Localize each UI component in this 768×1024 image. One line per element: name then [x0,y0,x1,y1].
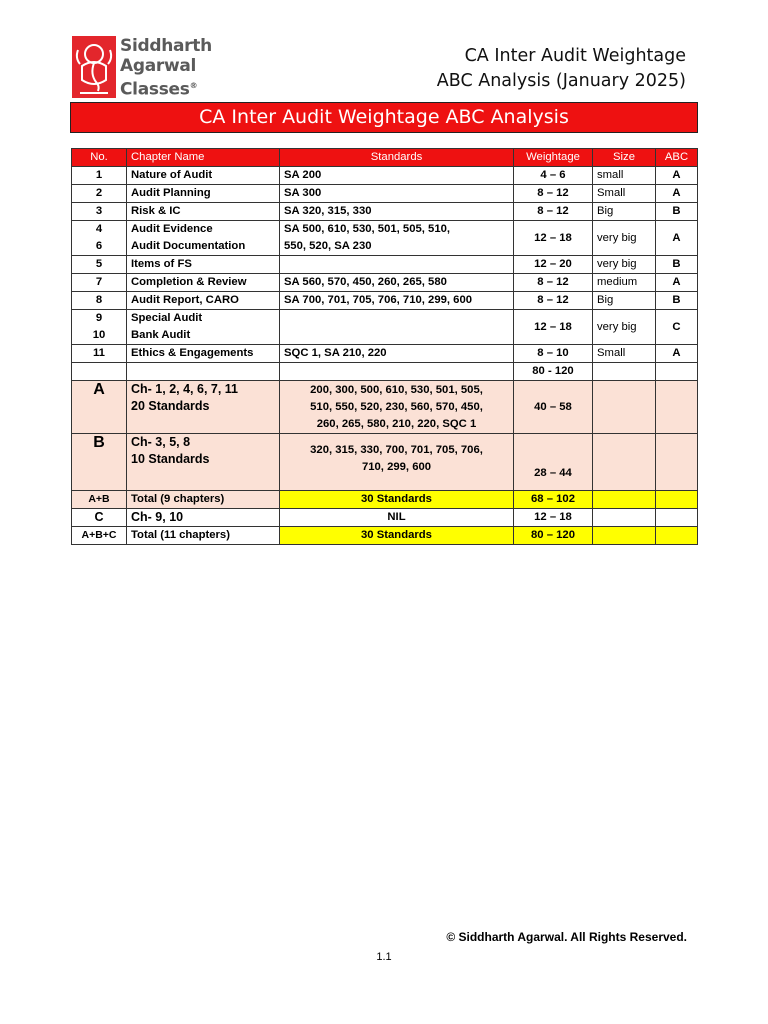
grade-b-standard-count: 10 Standards [131,452,210,466]
column-header-abc: ABC [656,149,698,167]
row-standards: SA 700, 701, 705, 706, 710, 299, 600 [280,292,514,310]
empty-cell [593,434,656,491]
table-row [72,292,698,310]
summary-row-ab [72,491,698,509]
grade-a-label: A [72,381,127,434]
row-no-b: 10 [92,329,106,341]
row-weightage: 12 – 20 [514,256,593,274]
row-standards: SA 320, 315, 330 [280,203,514,221]
row-standards-a: SA 500, 610, 530, 501, 505, 510, [284,223,451,235]
row-size: very big [593,221,656,256]
summary-label: A+B+C [72,527,127,545]
row-chapter: Nature of Audit [127,167,280,185]
grade-b-chapters [127,434,280,491]
row-size: small [593,167,656,185]
column-header-size: Size [593,149,656,167]
empty-cell [656,527,698,545]
row-chapter-a: Special Audit [131,312,203,324]
title-line-1: CA Inter Audit Weightage [464,46,686,66]
row-chapter: Items of FS [127,256,280,274]
summary-label: C [72,509,127,527]
total-weightage: 80 - 120 [514,363,593,381]
row-chapter [127,221,280,256]
row-chapter-b: Bank Audit [131,329,191,341]
row-abc: A [656,345,698,363]
grade-b-label: B [72,434,127,491]
table-row [72,167,698,185]
summary-standards: NIL [280,509,514,527]
row-size: medium [593,274,656,292]
row-abc: A [656,274,698,292]
row-weightage: 12 – 18 [514,310,593,345]
summary-weightage: 80 – 120 [514,527,593,545]
grade-a-standard-count: 20 Standards [131,399,210,413]
empty-cell [127,363,280,381]
row-chapter [127,310,280,345]
copyright-footer: © Siddharth Agarwal. All Rights Reserved. [446,930,687,944]
grade-b-weightage: 28 – 44 [514,434,593,491]
row-chapter: Audit Planning [127,185,280,203]
row-no-a: 9 [95,312,103,324]
empty-cell [656,509,698,527]
summary-standards: 30 Standards [280,491,514,509]
grade-a-row [72,381,698,434]
grade-b-chapter-list: Ch- 3, 5, 8 [131,435,191,449]
row-no-a: 4 [95,223,103,235]
table-row [72,310,698,345]
table-row [72,185,698,203]
row-abc: B [656,203,698,221]
summary-weightage: 68 – 102 [514,491,593,509]
grade-a-standards-line: 200, 300, 500, 610, 530, 501, 505, [310,383,483,396]
row-size: very big [593,256,656,274]
page-banner: CA Inter Audit Weightage ABC Analysis [70,102,698,133]
row-size: Small [593,185,656,203]
grade-a-standards-line: 260, 265, 580, 210, 220, SQC 1 [316,417,477,430]
brand-line-3: Classes® [120,79,198,100]
weightage-table [71,148,698,545]
grade-b-standards-line: 710, 299, 600 [361,461,432,473]
empty-cell [593,381,656,434]
brand-name [120,36,212,100]
table-header-row [72,149,698,167]
empty-cell [656,491,698,509]
table-row [72,256,698,274]
empty-cell [280,363,514,381]
total-weightage-row [72,363,698,381]
column-header-no: No. [72,149,127,167]
row-standards [280,310,514,345]
grade-b-standards-line: 320, 315, 330, 700, 701, 705, 706, [310,444,483,456]
row-no-b: 6 [95,240,103,252]
row-standards: SA 560, 570, 450, 260, 265, 580 [280,274,514,292]
row-chapter: Risk & IC [127,203,280,221]
row-standards: SA 200 [280,167,514,185]
row-standards: SQC 1, SA 210, 220 [280,345,514,363]
summary-standards: 30 Standards [280,527,514,545]
brand-line-1: Siddharth [120,36,212,56]
empty-cell [72,363,127,381]
row-chapter-b: Audit Documentation [131,240,246,252]
summary-weightage: 12 – 18 [514,509,593,527]
grade-a-chapters [127,381,280,434]
row-weightage: 8 – 12 [514,274,593,292]
row-no: 3 [72,203,127,221]
row-weightage: 8 – 12 [514,203,593,221]
table-row [72,345,698,363]
row-chapter-a: Audit Evidence [131,223,213,235]
empty-cell [656,363,698,381]
row-weightage: 8 – 10 [514,345,593,363]
summary-label: A+B [72,491,127,509]
document-title [437,44,686,94]
row-standards: SA 300 [280,185,514,203]
grade-a-standards-line: 510, 550, 520, 230, 560, 570, 450, [310,400,483,413]
empty-cell [593,527,656,545]
row-chapter: Audit Report, CARO [127,292,280,310]
row-standards [280,221,514,256]
grade-a-weightage: 40 – 58 [514,381,593,434]
row-abc: A [656,167,698,185]
column-header-weightage: Weightage [514,149,593,167]
row-weightage: 8 – 12 [514,185,593,203]
row-size: very big [593,310,656,345]
row-weightage: 4 – 6 [514,167,593,185]
row-no: 7 [72,274,127,292]
grade-a-standards [280,381,514,434]
brand-line-2: Agarwal [120,56,197,76]
summary-chapter: Total (11 chapters) [127,527,280,545]
empty-cell [656,434,698,491]
row-abc: B [656,292,698,310]
grade-a-chapter-list: Ch- 1, 2, 4, 6, 7, 11 [131,382,239,396]
summary-row-c [72,509,698,527]
summary-row-abc [72,527,698,545]
row-chapter: Completion & Review [127,274,280,292]
row-no [72,221,127,256]
row-abc: B [656,256,698,274]
summary-chapter: Ch- 9, 10 [127,509,280,527]
empty-cell [593,509,656,527]
grade-b-standards [280,434,514,491]
column-header-standards: Standards [280,149,514,167]
row-no: 5 [72,256,127,274]
row-no [72,310,127,345]
row-no: 11 [72,345,127,363]
summary-chapter: Total (9 chapters) [127,491,280,509]
empty-cell [593,491,656,509]
title-line-2: ABC Analysis (January 2025) [436,71,686,91]
row-standards [280,256,514,274]
row-no: 8 [72,292,127,310]
column-header-chapter: Chapter Name [127,149,280,167]
ganesha-logo-icon [72,36,116,98]
row-size: Big [593,203,656,221]
table-row [72,274,698,292]
row-abc: C [656,310,698,345]
row-size: Big [593,292,656,310]
row-no: 1 [72,167,127,185]
table-row [72,203,698,221]
empty-cell [656,381,698,434]
brand-logo [72,36,212,98]
row-abc: A [656,221,698,256]
row-no: 2 [72,185,127,203]
empty-cell [593,363,656,381]
row-abc: A [656,185,698,203]
row-standards-b: 550, 520, SA 230 [284,240,372,252]
row-weightage: 12 – 18 [514,221,593,256]
grade-b-row [72,434,698,491]
table-row [72,221,698,256]
row-chapter: Ethics & Engagements [127,345,280,363]
row-size: Small [593,345,656,363]
row-weightage: 8 – 12 [514,292,593,310]
page-number: 1.1 [376,951,392,963]
